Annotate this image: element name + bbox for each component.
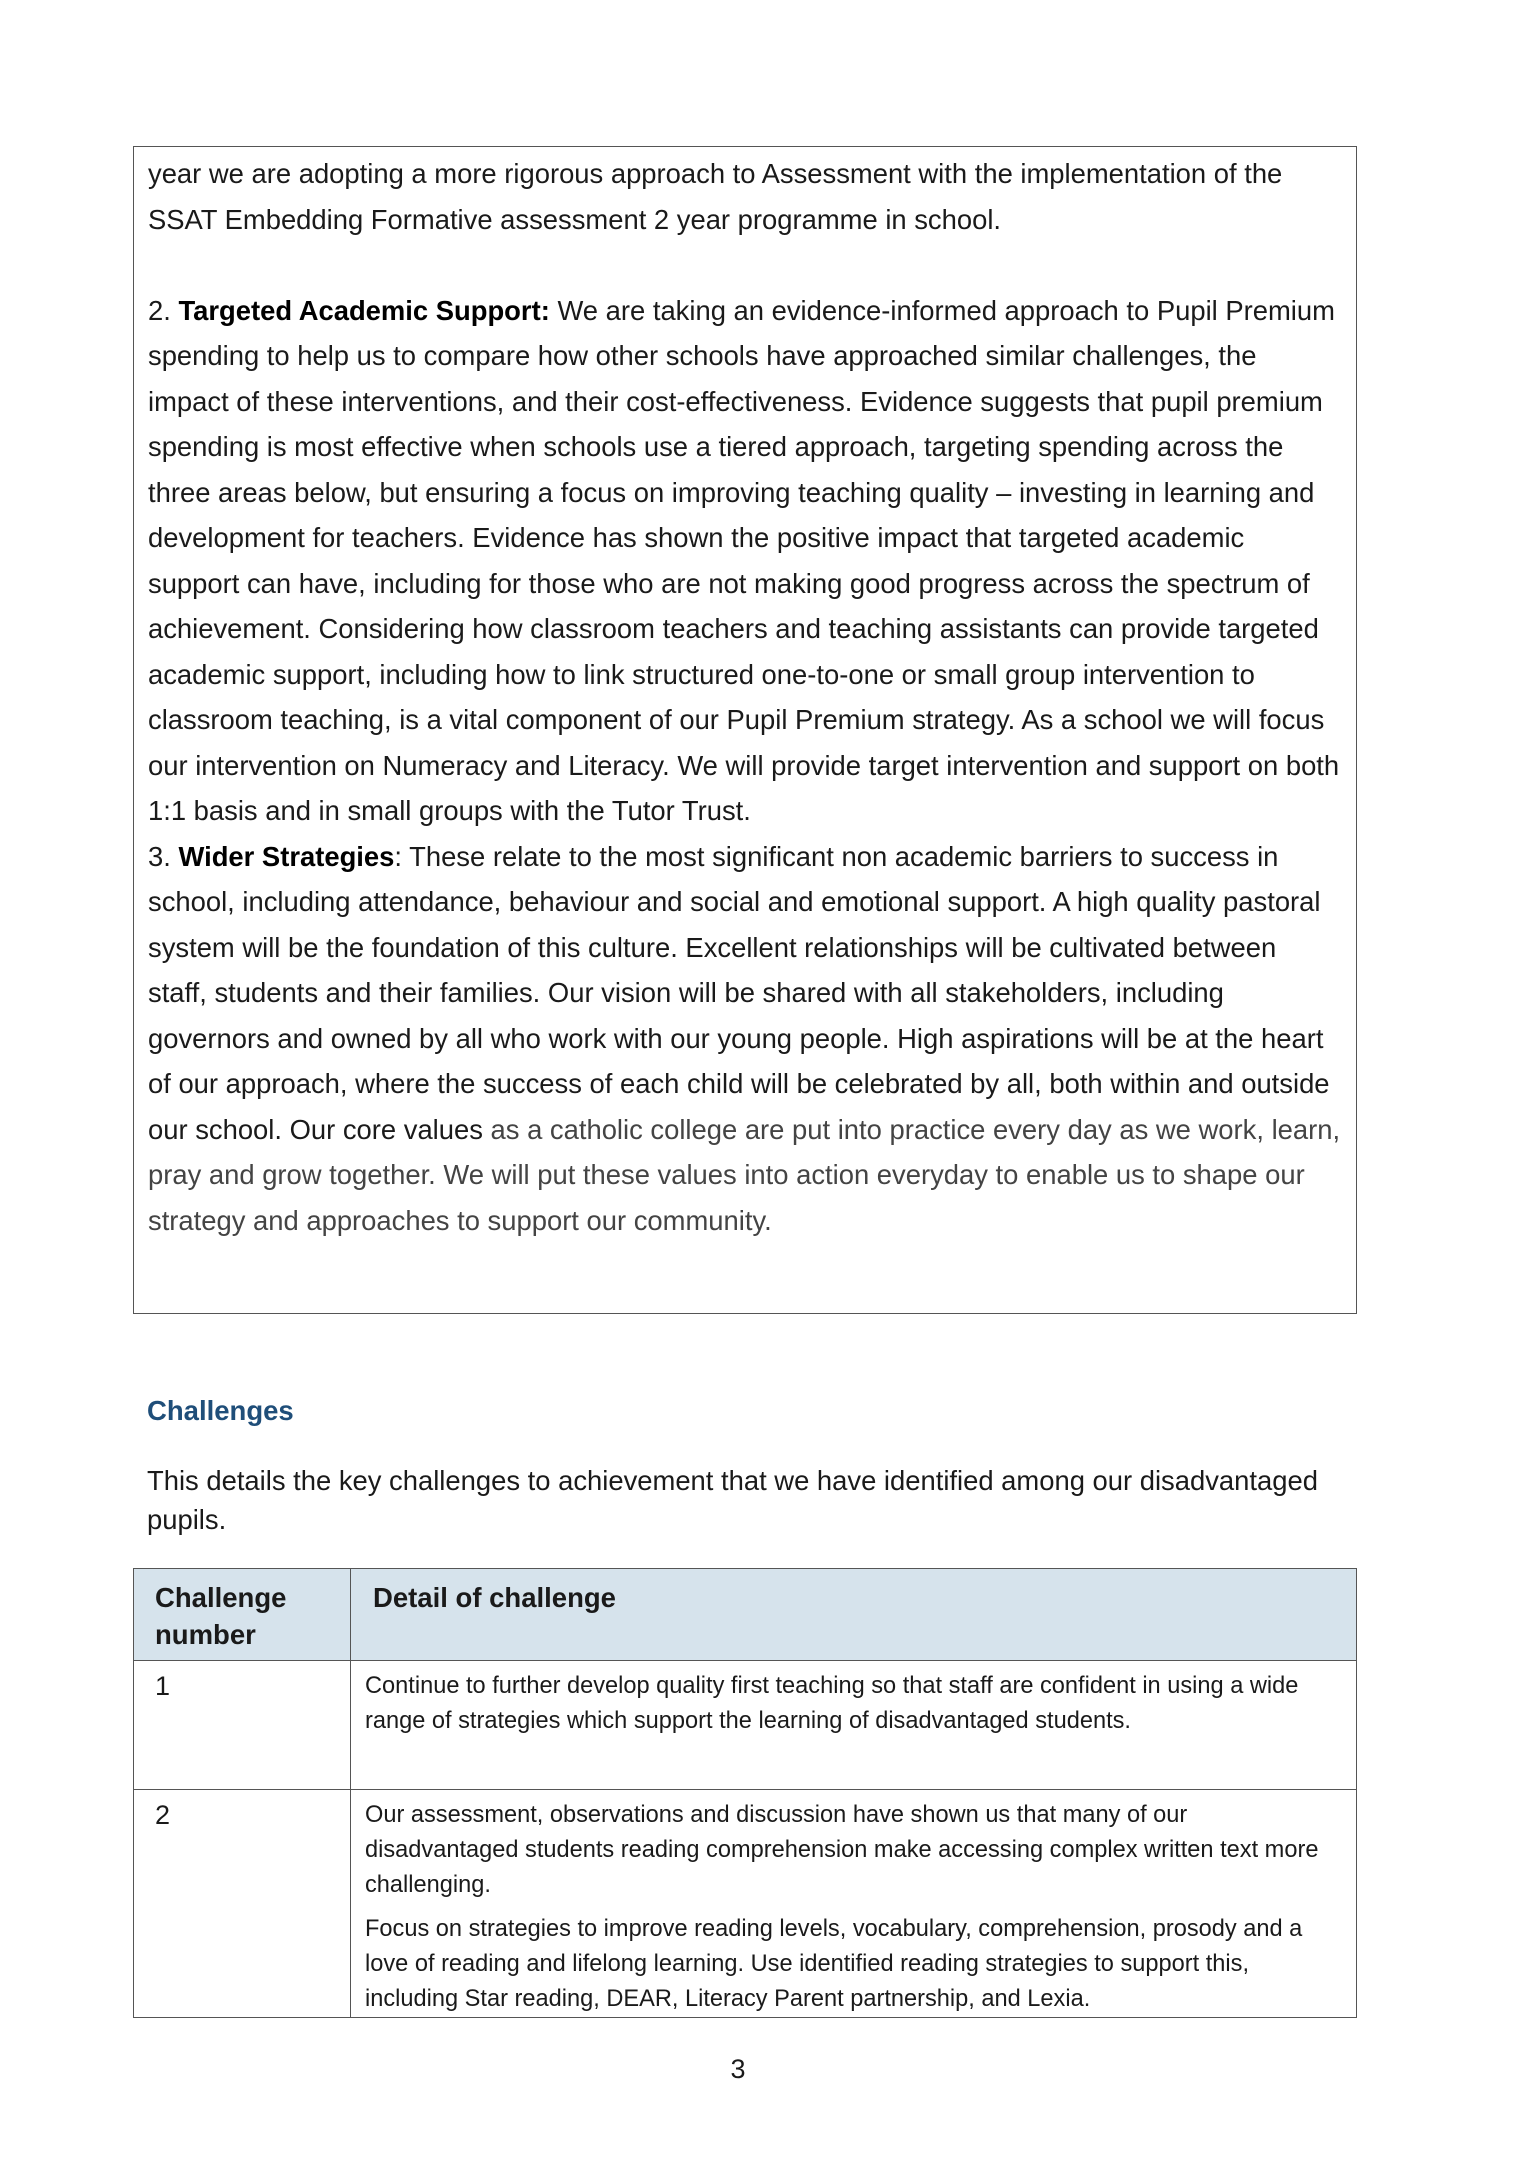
strategy-text-box <box>133 146 1357 1314</box>
column-header-detail: Detail of challenge <box>351 1569 1357 1661</box>
paragraph-wider-strategies <box>148 834 1342 1244</box>
table-row <box>134 1790 1357 2018</box>
paragraph-targeted-support <box>148 288 1342 834</box>
paragraph-body: We are taking an evidence-informed approach to Pupil Premium spending to help us to compare how other schools have approached similar challenges, the impact of these interventions, and their cost-effectiveness. Evidence suggests that pupil premium spending is most effective when schools use a tiered approach, targeting spending across the three areas below, but ensuring a focus on improving teaching quality – investing in learning and development for teachers. Evidence has shown the positive impact that targeted academic support can have, including for those who are not making good progress across the spectrum of achievement. Considering how classroom teachers and teaching assistants can provide targeted academic support, including how to link structured one-to-one or small group intervention to classroom teaching, is a vital component of our Pupil Premium strategy. As a school we will focus our intervention on Numeracy and Literacy. We will provide target intervention and support on both 1:1 basis and in small groups with the Tutor Trust. <box>148 294 1340 826</box>
paragraph-body-grey: as a catholic college are put into practice every day as we work, learn, pray and grow together. We will put these values into action everyday to enable us to shape our strategy and approaches to support our community. <box>148 1113 1341 1236</box>
challenge-detail-cell <box>351 1790 1357 2018</box>
list-number: 2. <box>148 294 179 326</box>
challenge-number-cell: 1 <box>134 1661 351 1790</box>
bold-heading-wider-strategies: Wider Strategies <box>178 840 395 872</box>
challenges-intro: This details the key challenges to achievement that we have identified among our disadvantaged pupils. <box>147 1465 1318 1535</box>
paragraph-body: : These relate to the most significant non academic barriers to success in school, including attendance, behaviour and social and emotional support. A high quality pastoral system will be the foundation of this culture. Excellent relationships will be cultivated between staff, students and their families. Our vision will be shared with all stakeholders, including governors and owned by all who work with our young people. High aspirations will be at the heart of our approach, where the success of each child will be celebrated by all, both within and outside our school. Our core values <box>148 840 1330 1145</box>
list-number: 3. <box>148 840 179 872</box>
challenge-detail-text: Focus on strategies to improve reading levels, vocabulary, comprehension, prosody and a love of reading and lifelong learning. Use identified reading strategies to support this, including Star reading, DEAR, Literacy Parent partnership, and Lexia. <box>365 1916 1303 2012</box>
challenge-detail-text: Continue to further develop quality first teaching so that staff are confident in using a wide range of strategies which support the learning of disadvantaged students. <box>365 1673 1299 1734</box>
section-heading-challenges: Challenges <box>147 1395 294 1426</box>
bold-heading-targeted-support: Targeted Academic Support: <box>178 294 550 326</box>
paragraph-assessment: year we are adopting a more rigorous approach to Assessment with the implementation of the SSAT Embedding Formative assessment 2 year programme in school. <box>148 158 1283 235</box>
challenge-number-cell: 2 <box>134 1790 351 2018</box>
table-header-row <box>134 1569 1357 1661</box>
column-header-challenge-number: Challenge number <box>134 1569 351 1661</box>
challenges-table <box>133 1568 1357 2018</box>
challenge-detail-text: Our assessment, observations and discussion have shown us that many of our disadvantaged students reading comprehension make accessing complex written text more challenging. <box>365 1802 1319 1898</box>
challenge-detail-cell <box>351 1661 1357 1790</box>
table-row <box>134 1661 1357 1790</box>
page-number: 3 <box>730 2054 746 2084</box>
